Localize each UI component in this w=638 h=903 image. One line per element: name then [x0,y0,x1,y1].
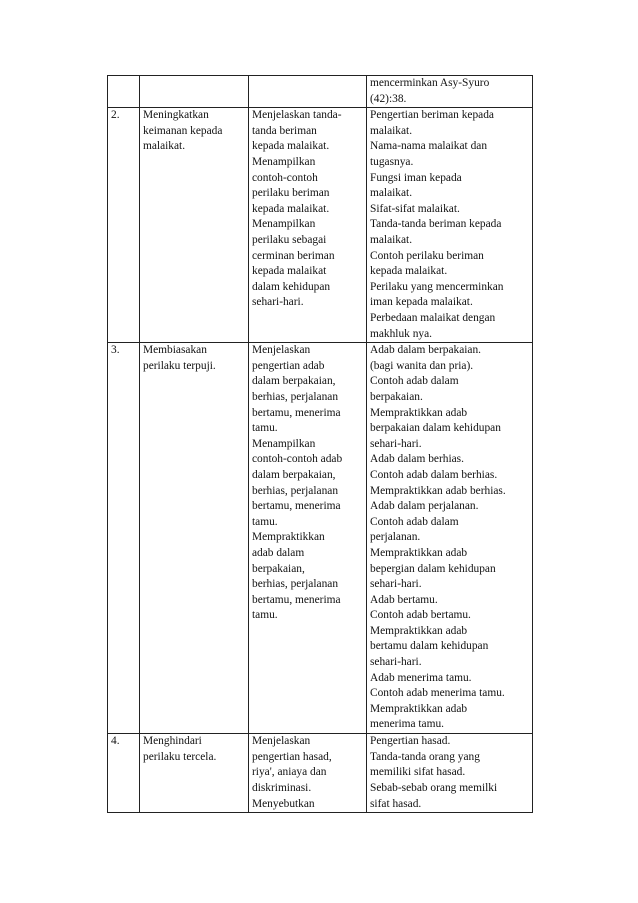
indikator-line: perilaku beriman [252,187,330,200]
materi-line: Pengertian beriman kepada [370,109,494,122]
row-number-cell [108,734,140,813]
materi-line: menerima tamu. [370,718,445,731]
materi-line: Sebab-sebab orang memilki [370,781,498,794]
indikator-line: bertamu, menerima [252,500,341,513]
table-row [108,108,533,343]
indikator-line: Menjelaskan tanda- [252,109,342,122]
materi-line: Adab dalam berhias. [370,453,464,466]
materi-line: Mempraktikkan adab [370,624,468,637]
indikator-cell [249,108,367,343]
materi-line: iman kepada malaikat. [370,296,473,309]
indikator-line: Menyebutkan [252,797,315,810]
materi-cell [367,734,533,813]
indikator-line: dalam berpakaian, [252,468,336,481]
kompetensi-line: perilaku tercela. [143,750,217,763]
indikator-line: dalam berpakaian, [252,375,336,388]
indikator-line: adab dalam [252,546,305,559]
row-number-cell [108,108,140,343]
materi-line: berpakaian. [370,390,423,403]
materi-line: Perbedaan malaikat dengan [370,311,496,324]
indikator-line: Menampilkan [252,218,316,231]
indikator-line: berhias, perjalanan [252,484,339,497]
materi-line: mencerminkan Asy-Syuro [370,77,490,89]
indikator-line: kepada malaikat. [252,202,330,215]
indikator-line: pengertian hasad, [252,750,332,763]
materi-line: Mempraktikkan adab berhias. [370,484,506,497]
indikator-cell [249,76,367,108]
materi-line: (42):38. [370,92,407,105]
kompetensi-line: keimanan kepada [143,124,223,137]
materi-line: (bagi wanita dan pria). [370,359,474,372]
indikator-line: perilaku sebagai [252,233,327,246]
materi-line: Tanda-tanda beriman kepada [370,218,502,231]
materi-line: kepada malaikat. [370,265,448,278]
table-row [108,76,533,108]
kompetensi-cell [140,734,249,813]
materi-line: Nama-nama malaikat dan [370,140,488,153]
materi-line: Mempraktikkan adab [370,546,468,559]
indikator-line: tamu. [252,422,278,435]
kompetensi-line: Meningkatkan [143,109,209,122]
materi-line: Sifat-sifat malaikat. [370,202,460,215]
materi-cell [367,76,533,108]
row-number: 2. [111,109,120,122]
materi-line: Contoh adab dalam [370,375,459,388]
indikator-line: dalam kehidupan [252,280,331,293]
indikator-line: berpakaian, [252,562,305,575]
indikator-line: Menjelaskan [252,344,311,357]
kompetensi-line: malaikat. [143,140,186,153]
materi-line: malaikat. [370,187,413,200]
materi-line: sehari-hari. [370,656,422,669]
indikator-line: bertamu, menerima [252,593,341,606]
materi-line: malaikat. [370,233,413,246]
materi-line: Mempraktikkan adab [370,406,468,419]
materi-line: malaikat. [370,124,413,137]
table-row [108,343,533,734]
indikator-cell [249,343,367,734]
kompetensi-line: perilaku terpuji. [143,359,216,372]
materi-line: Adab menerima tamu. [370,671,472,684]
materi-line: Pengertian hasad. [370,735,451,748]
materi-line: Adab bertamu. [370,593,438,606]
table-row [108,734,533,813]
indikator-line: contoh-contoh adab [252,453,343,466]
kompetensi-line: Menghindari [143,735,202,748]
materi-cell [367,343,533,734]
row-number: 4. [111,735,120,748]
indikator-line: cerminan beriman [252,249,335,262]
materi-line: Contoh perilaku beriman [370,249,484,262]
indikator-line: pengertian adab [252,359,325,372]
indikator-cell [249,734,367,813]
indikator-line: berhias, perjalanan [252,578,339,591]
materi-line: perjalanan. [370,531,421,544]
materi-line: Contoh adab dalam [370,515,459,528]
materi-line: Adab dalam berpakaian. [370,344,482,357]
indikator-line: Mempraktikkan [252,531,325,544]
materi-line: Contoh adab menerima tamu. [370,687,505,700]
indikator-line: Menampilkan [252,155,316,168]
indikator-line: diskriminasi. [252,781,312,794]
materi-line: sifat hasad. [370,797,422,810]
materi-line: Tanda-tanda orang yang [370,750,480,763]
kompetensi-line: Membiasakan [143,344,207,357]
row-number-cell [108,343,140,734]
row-number: 3. [111,344,120,357]
materi-line: memiliki sifat hasad. [370,766,466,779]
materi-line: Mempraktikkan adab [370,702,468,715]
indikator-line: kepada malaikat. [252,140,330,153]
kompetensi-cell [140,343,249,734]
indikator-line: riya', aniaya dan [252,766,327,779]
materi-line: bertamu dalam kehidupan [370,640,489,653]
kompetensi-cell [140,76,249,108]
row-number-cell [108,76,140,108]
indikator-line: tanda beriman [252,124,317,137]
syllabus-table [107,75,533,813]
syllabus-table-body [108,76,533,813]
materi-line: makhluk nya. [370,327,433,340]
materi-line: berpakaian dalam kehidupan [370,422,501,435]
materi-line: Contoh adab dalam berhias. [370,468,498,481]
materi-line: bepergian dalam kehidupan [370,562,496,575]
indikator-line: contoh-contoh [252,171,318,184]
materi-line: Perilaku yang mencerminkan [370,280,504,293]
materi-line: Contoh adab bertamu. [370,609,471,622]
kompetensi-cell [140,108,249,343]
materi-line: sehari-hari. [370,437,422,450]
materi-line: Adab dalam perjalanan. [370,500,479,513]
indikator-line: Menjelaskan [252,735,311,748]
indikator-line: bertamu, menerima [252,406,341,419]
indikator-line: kepada malaikat [252,265,327,278]
indikator-line: Menampilkan [252,437,316,450]
materi-line: sehari-hari. [370,578,422,591]
materi-cell [367,108,533,343]
materi-line: tugasnya. [370,155,414,168]
indikator-line: tamu. [252,609,278,622]
indikator-line: berhias, perjalanan [252,390,339,403]
indikator-line: sehari-hari. [252,296,304,309]
indikator-line: tamu. [252,515,278,528]
materi-line: Fungsi iman kepada [370,171,462,184]
